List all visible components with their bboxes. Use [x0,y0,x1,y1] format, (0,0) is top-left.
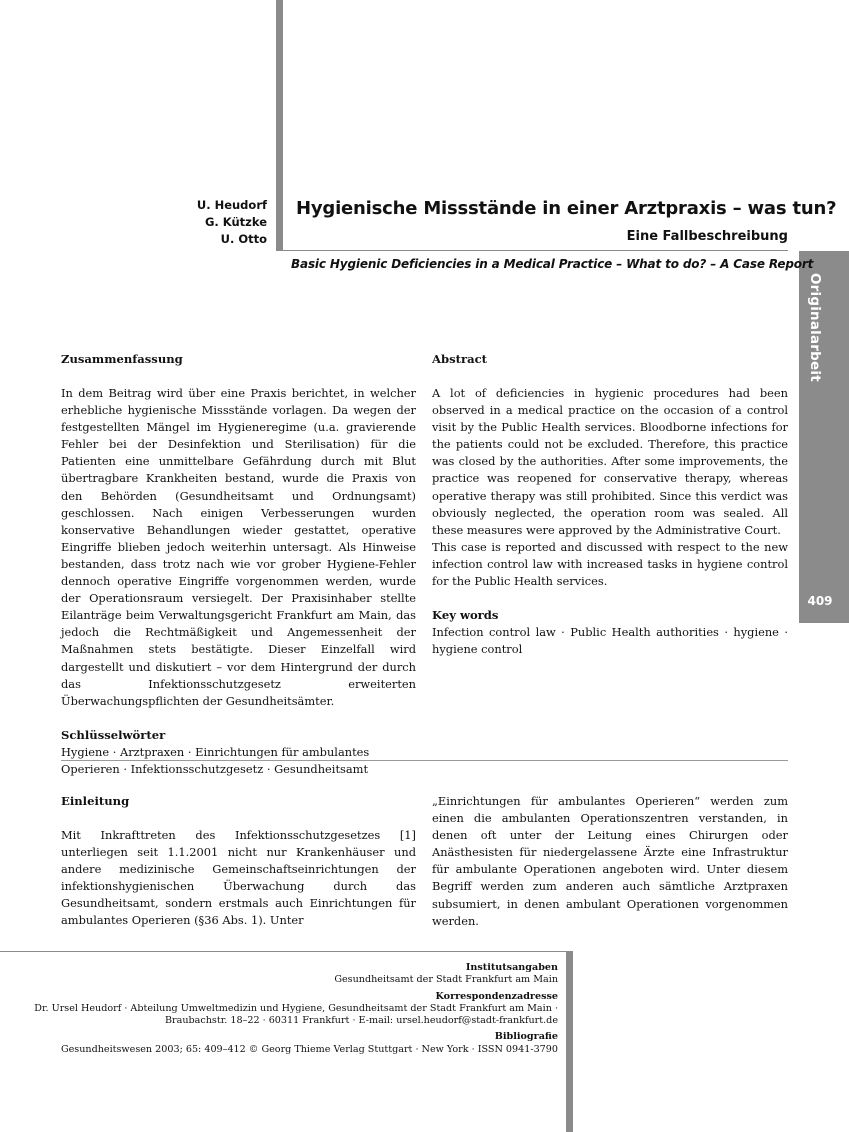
section-divider [61,760,788,761]
correspondence-text: Dr. Ursel Heudorf · Abteilung Umweltmedizin und Hygiene, Gesundheitsamt der Stadt Frankfurt am Main · [34,1002,558,1014]
title-underline [283,250,788,251]
abstract-text: This case is reported and discussed with respect to the new infection control law with increased tasks in hygiene control for the Public Health services. [432,539,788,589]
introduction-text: „Einrichtungen für ambulantes Operieren“ werden zum einen die ambulanten Operationszentren verstanden, in denen oft unter der Leitung eines Chirurgen oder Anästhesisten für niedergelassene Ärzte eine Infrastruktur für ambulante Operationen angeboten wird. Unter diesem Begriff werden zum anderen auch sämtliche Arztpraxen subsumiert, in denen ambulant Operationen vorgenommen werden. [432,794,788,928]
correspondence-label: Korrespondenzadresse [435,990,558,1002]
german-summary-column [61,351,416,778]
introduction-heading: Einleitung [61,794,130,808]
bibliography-label: Bibliografie [494,1031,558,1043]
page-number: 409 [807,594,833,608]
keywords-heading: Schlüsselwörter [61,727,166,742]
abstract-heading: Abstract [432,352,488,366]
article-title: Hygienische Missstände in einer Arztpraxis – was tun? [296,198,837,219]
english-abstract-column [432,351,788,658]
introduction-right-column [432,793,788,930]
author-name: U. Otto [220,232,267,246]
keywords-heading: Key words [432,608,499,623]
bibliography-text: Gesundheitswesen 2003; 65: 409–412 © Georg Thieme Verlag Stuttgart · New York · ISSN 0941-3790 [60,1043,558,1055]
correspondence-address: Braubachstr. 18–22 · 60311 Frankfurt · E-mail: ursel.heudorf@stadt-frankfurt.de [164,1015,558,1027]
header-vertical-bar [276,0,283,251]
english-title: Basic Hygienic Deficiencies in a Medical Practice – What to do? – A Case Report [291,257,814,271]
keywords-text: Infection control law · Public Health authorities · hygiene · hygiene control [432,625,788,657]
introduction-left-column [61,793,416,930]
institution-text: Gesundheitsamt der Stadt Frankfurt am Main [334,974,558,986]
summary-text: In dem Beitrag wird über eine Praxis berichtet, in welcher erhebliche hygienische Missstände vorlagen. Da wegen der festgestellten Mängel im Hygieneregime (u.a. gravierende Fehler bei der Desinfektion und Sterilisation) für die Patienten eine unmittelbare Gefährdung durch mit Blut übertragbare Krankheiten bestand, wurde die Praxis von den Behörden (Gesundheitsamt und Ordnungsamt) geschlossen. Nach einigen Verbesserungen wurden konservative Behandlungen wieder gestattet, operative Eingriffe blieben jedoch weiterhin untersagt. Als Hinweise bestanden, dass trotz nach wie vor grober Hygiene-Fehler dennoch operative Eingriffe vorgenommen werden, wurde der Operationsraum versiegelt. Der Praxisinhaber stellte Eilanträge beim Verwaltungsgericht Frankfurt am Main, das jedoch die Rechtmäßigkeit und Angemessenheit der Maßnahmen stets bestätigte. Dieser Einzelfall wird dargestellt und diskutiert – vor dem Hintergrund der durch das Infektionsschutzgesetz erweiterten Überwachungspflichten der Gesundheitsämter. [61,386,416,708]
keywords-text: Hygiene · Arztpraxen · Einrichtungen für ambulantes Operieren · Infektionsschutzgesetz · Gesundheitsamt [61,744,370,776]
side-tab-text [799,251,849,623]
author-name: G. Kützke [204,215,267,229]
footer-info [20,962,558,1060]
author-name: U. Heudorf [196,198,267,212]
introduction-text: Mit Inkrafttreten des Infektionsschutzgesetzes [1] unterliegen seit 1.1.2001 nicht nur Krankenhäuser und andere medizinische Gemeinschaftseinrichtungen der infektionshygienischen Überwachung durch das Gesundheitsamt, sondern erstmals auch Einrichtungen für ambulantes Operieren (§36 Abs. 1). Unter [61,828,416,928]
institution-label: Institutsangaben [465,962,558,973]
footer-rule [0,951,566,952]
author-list [197,197,267,248]
summary-heading: Zusammenfassung [61,352,183,366]
abstract-text: A lot of deficiencies in hygienic procedures had been observed in a medical practice on the occasion of a control visit by the Public Health services. Bloodborne infections for the patients could not be excluded. Therefore, this practice was closed by the authorities. After some improvements, the practice was reopened for conservative therapy, whereas operative therapy was still prohibited. Since this verdict was obviously neglected, the operation room was sealed. All these measures were approved by the Administrative Court. [432,386,788,537]
footer-vertical-bar [566,951,573,1132]
article-subtitle: Eine Fallbeschreibung [626,229,788,244]
article-type-label: Originalarbeit [807,273,823,382]
